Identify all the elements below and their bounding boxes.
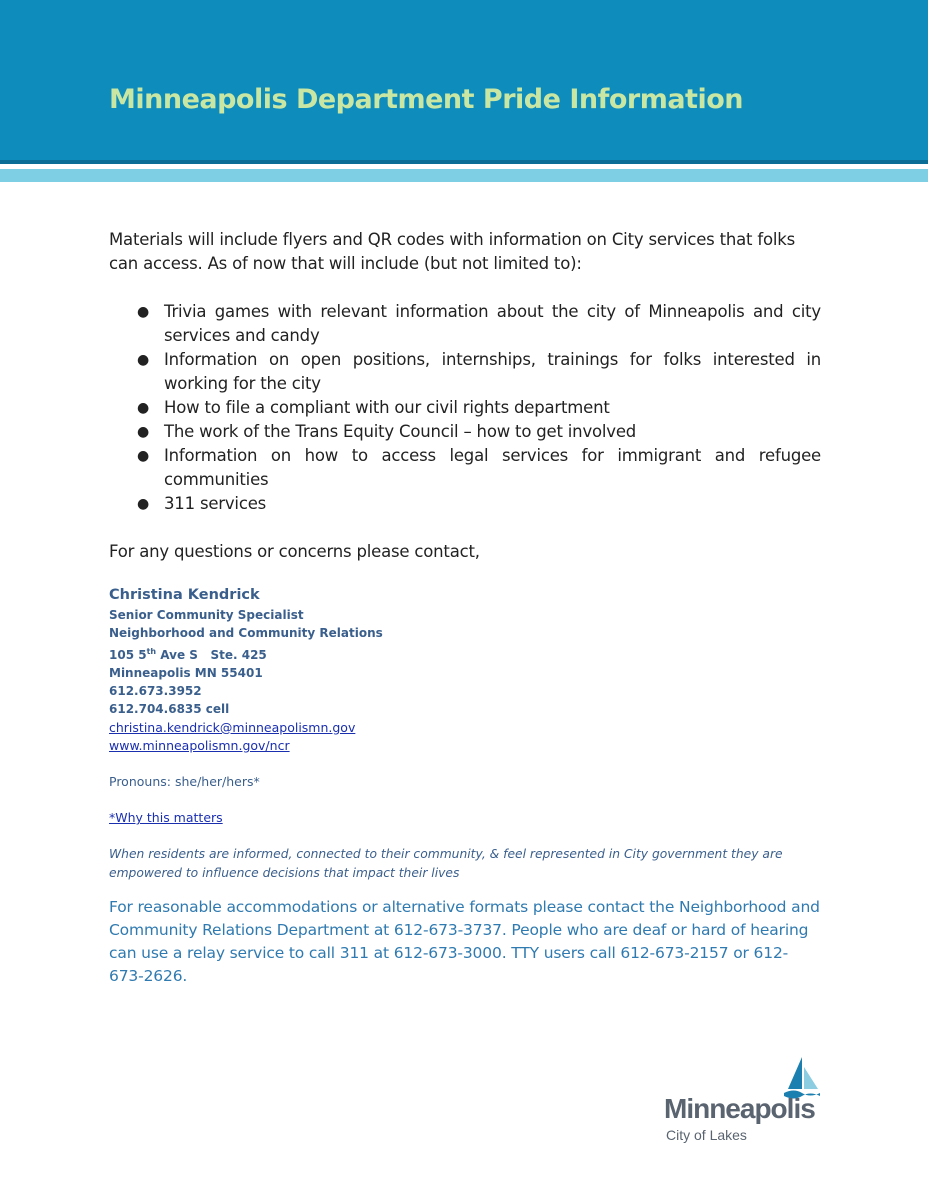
list-item (109, 396, 821, 420)
website-link[interactable]: www.minneapolismn.gov/ncr (109, 738, 290, 754)
contact-title: Senior Community Specialist (109, 608, 304, 622)
contact-cell: 612.704.6835 cell (109, 702, 230, 717)
intro-paragraph: Materials will include flyers and QR codes with information on City services that folks can access. As of now that will include (but not limited to): (109, 230, 795, 273)
minneapolis-logo (664, 1055, 824, 1150)
list-item-text: The work of the Trans Equity Council – how to get involved (164, 422, 637, 441)
contact-address (109, 643, 821, 664)
list-item-text: Information on open positions, internships, trainings for folks interested in working for the city (164, 350, 821, 393)
list-item (109, 492, 821, 516)
list-item-text: Trivia games with relevant information about the city of Minneapolis and city services and candy (164, 302, 821, 345)
contact-name: Christina Kendrick (109, 587, 260, 603)
bullet-icon: ● (137, 448, 150, 464)
header-stripe (0, 169, 928, 182)
address-number: 105 5 (109, 647, 147, 662)
services-list (109, 300, 821, 516)
header-divider (0, 160, 928, 164)
bullet-icon: ● (137, 304, 150, 320)
list-item (109, 444, 821, 492)
bullet-icon: ● (137, 400, 150, 416)
list-item (109, 348, 821, 396)
address-superscript: th (146, 646, 157, 656)
accommodations-notice: For reasonable accommodations or alternative formats please contact the Neighborhood and Community Relations Department at 612-673-3737. People who are deaf or hard of hearing can use a relay service to call 311 at 612-673-3000. TTY users call 612-673-2157 or 612-673-2626. (109, 898, 820, 986)
bullet-icon: ● (137, 496, 150, 512)
list-item (109, 300, 821, 348)
contact-signature (109, 584, 821, 755)
list-item-text: How to file a compliant with our civil rights department (164, 398, 610, 417)
address-street: Ave S Ste. 425 (156, 647, 267, 662)
pronouns: Pronouns: she/her/hers* (109, 774, 260, 790)
logo-tagline: City of Lakes (666, 1127, 747, 1143)
email-link[interactable]: christina.kendrick@minneapolismn.gov (109, 719, 356, 735)
contact-phone: 612.673.3952 (109, 684, 202, 699)
logo-wordmark: Minneapolis (664, 1093, 815, 1124)
contact-city: Minneapolis MN 55401 (109, 665, 263, 680)
bullet-icon: ● (137, 352, 150, 368)
mission-note: When residents are informed, connected to their community, & feel represented in City government they are empowered to influence decisions that impact their lives (109, 847, 783, 880)
list-item-text: 311 services (164, 494, 267, 513)
bullet-icon: ● (137, 424, 150, 440)
closing-line: For any questions or concerns please contact, (109, 542, 480, 561)
list-item (109, 420, 821, 444)
header-banner (0, 0, 928, 160)
list-item-text: Information on how to access legal services for immigrant and refugee communities (164, 446, 821, 489)
why-this-matters-link[interactable]: *Why this matters (109, 810, 223, 826)
document-body (109, 228, 821, 988)
page-title: Minneapolis Department Pride Information (109, 84, 743, 115)
contact-department: Neighborhood and Community Relations (109, 626, 383, 641)
